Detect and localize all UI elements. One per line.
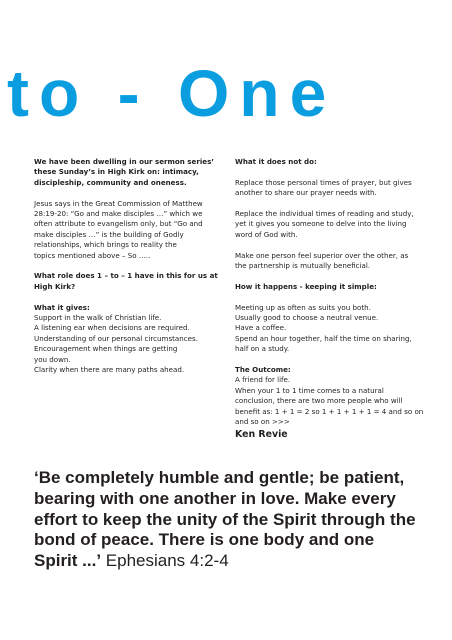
outcome-heading: The Outcome: bbox=[235, 365, 291, 375]
outcome-text: A friend for life. When your 1 to 1 time comes to a natural conclusion, there are two more people who will benefit as: 1 + 1 = 2 so 1 + 1 + 1 + 1 = 4 and so on and so on >>> bbox=[235, 375, 424, 427]
intro-paragraph: We have been dwelling in our sermon series’ these Sunday’s in High Kirk on: intimacy, discipleship, community and oneness. bbox=[34, 157, 215, 187]
left-column bbox=[34, 157, 222, 386]
gives-section bbox=[34, 303, 222, 376]
role-question: What role does 1 – to – 1 have in this for us at High Kirk? bbox=[34, 271, 218, 291]
not-do-item-2: Replace the individual times of reading and study, yet it gives you someone to delve into the living word of God with. bbox=[235, 209, 414, 239]
gives-heading: What it gives: bbox=[34, 302, 90, 312]
headline-title: to - One bbox=[7, 56, 337, 130]
how-heading: How it happens - keeping it simple: bbox=[235, 281, 377, 291]
not-do-item-1: Replace those personal times of prayer, but gives another to share our prayer needs with. bbox=[235, 177, 412, 198]
author-name: Ken Revie bbox=[235, 429, 288, 440]
scripture-quote bbox=[34, 468, 434, 572]
quote-reference: Ephesians 4:2-4 bbox=[101, 551, 229, 571]
gives-list: Support in the walk of Christian life. A listening ear when decisions are required. Understanding of our personal circumstances. Encouragement when things are getting you down. Clarity when there are many paths ahead. bbox=[34, 313, 198, 375]
not-do-item-3: Make one person feel superior over the other, as the partnership is mutually beneficial. bbox=[235, 250, 409, 271]
right-column bbox=[235, 157, 425, 438]
commission-paragraph: Jesus says in the Great Commission of Matthew 28:19-20: “Go and make disciples …” which we often attribute to evangelism only, but “Go and make disciples …” is the building of Godly relationships, which brings to reality the topics mentioned above – So ….. bbox=[34, 198, 203, 260]
not-do-heading: What it does not do: bbox=[235, 157, 317, 166]
quote-text: ‘Be completely humble and gentle; be patient, bearing with one another in love. Make every effort to keep the unity of the Spirit through the bond of peace. There is one body and one Spirit ...’ bbox=[34, 468, 416, 571]
outcome-section bbox=[235, 365, 425, 427]
how-list: Meeting up as often as suits you both. Usually good to choose a neutral venue. Have a coffee. Spend an hour together, half the time on sharing, half on a study. bbox=[235, 302, 412, 354]
